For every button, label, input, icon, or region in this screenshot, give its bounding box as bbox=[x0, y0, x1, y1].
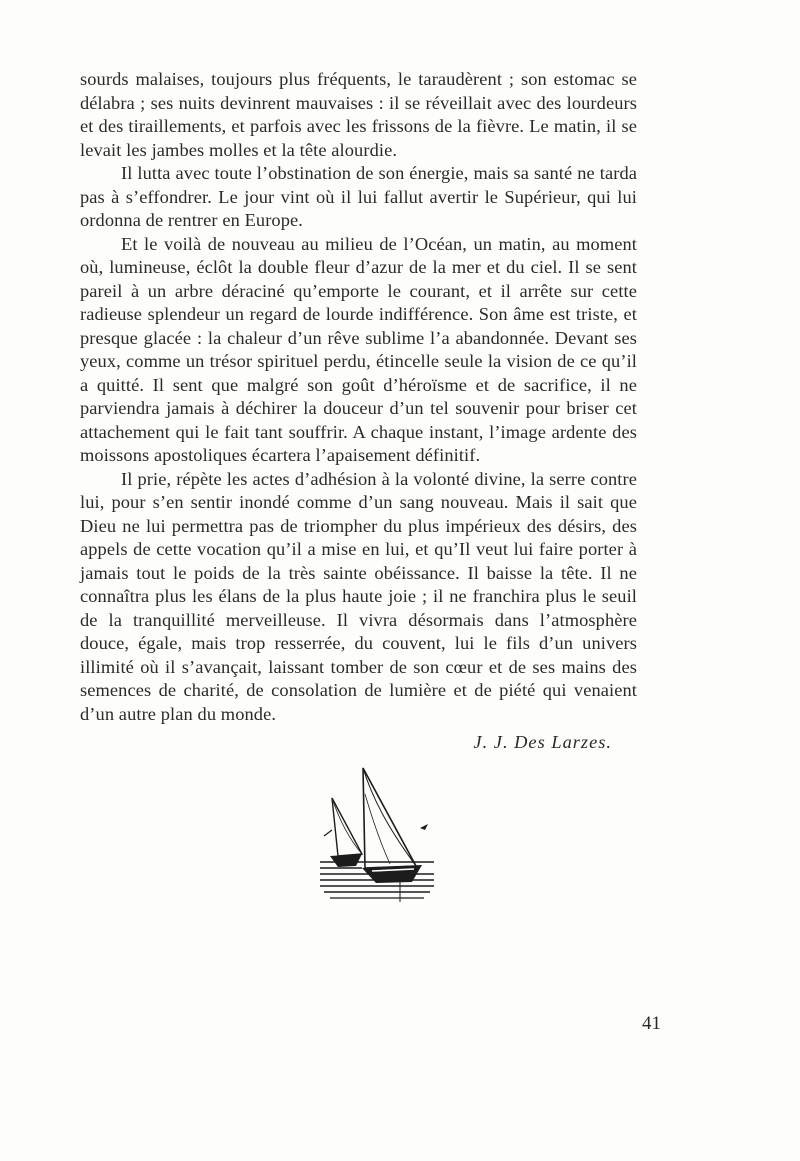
paragraph-3: Et le voilà de nouveau au milieu de l’Océan, un matin, au moment où, lumineuse, éclôt la double fleur d’azur de la mer et du ciel. Il se sent pareil à un arbre déraciné qu’emporte le courant, et il arrête sur cette radieuse splendeur un regard de lourde indifférence. Son âme est triste, et presque glacée : la chaleur d’un rêve sublime l’a abandonnée. Devant ses yeux, comme un trésor spirituel perdu, étincelle seule la vision de ce qu’il a quitté. Il sent que malgré son goût d’héroïsme et de sacrifice, il ne parviendra jamais à déchirer la douceur d’un tel souvenir pour briser cet attachement qui le fait tant souffrir. A chaque instant, l’image ardente des moissons apostoliques écartera l’apaisement définitif. bbox=[80, 233, 637, 465]
sailboats-vignette-icon bbox=[316, 764, 440, 902]
paragraph-2: Il lutta avec toute l’obstination de son énergie, mais sa santé ne tarda pas à s’effondrer. Le jour vint où il lui fallut avertir le Supérieur, qui lui ordonna de rentrer en Europe. bbox=[80, 163, 637, 230]
paragraph-4: Il prie, répète les actes d’adhésion à la volonté divine, la serre contre lui, pour s’en sentir inondé comme d’un sang nouveau. Mais il sait que Dieu ne lui permettra pas de triompher du plus impérieux des désirs, des appels de cette vocation qu’il a mise en lui, et qu’Il veut lui faire porter à jamais tout le poids de la très sainte obéissance. Il baisse la tête. Il ne connaîtra plus les élans de la plus haute joie ; il ne franchira plus le seuil de la tranquillité merveilleuse. Il vivra désormais dans l’atmosphère douce, égale, mais trop resserrée, du couvent, lui le fils d’un univers illimité où il s’avançait, laissant tomber de son cœur et de ses mains des semences de charité, de consolation de lumière et de piété qui venaient d’un autre plan du monde. bbox=[80, 468, 637, 724]
article-body bbox=[80, 68, 637, 755]
page-number: 41 bbox=[642, 1013, 661, 1034]
paragraph-1: sourds malaises, toujours plus fréquents, le taraudèrent ; son estomac se délabra ; ses nuits devinrent mauvaises : il se réveillait avec des lourdeurs et des tiraillements, et parfois avec les frissons de la fièvre. Le matin, il se levait les jambes molles et la tête alourdie. bbox=[80, 69, 637, 160]
author-signature: J. J. Des Larzes. bbox=[473, 732, 612, 752]
